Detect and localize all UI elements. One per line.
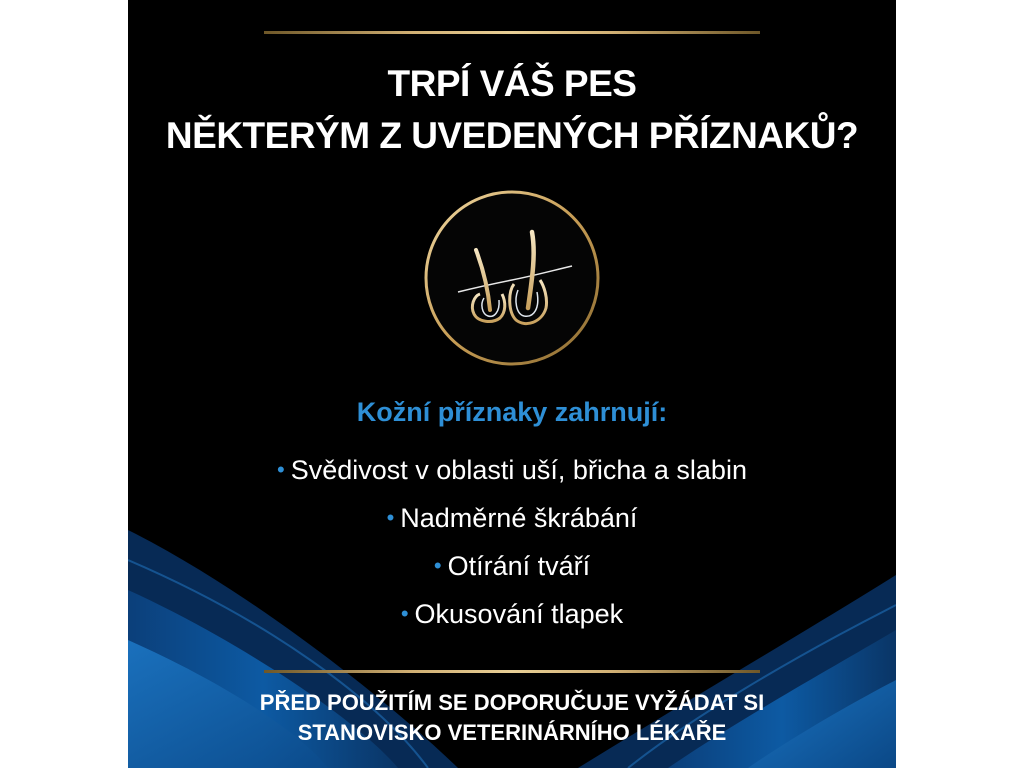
- bullet-icon: •: [386, 505, 395, 530]
- infographic-panel: [128, 0, 896, 768]
- symptoms-subtitle: Kožní příznaky zahrnují:: [356, 397, 668, 427]
- symptom-text: Okusování tlapek: [414, 599, 624, 629]
- list-item: [128, 542, 896, 590]
- list-item: [128, 590, 896, 638]
- bullet-icon: •: [277, 457, 285, 482]
- bullet-icon: •: [433, 553, 442, 578]
- symptom-text: Svědivost v oblasti uší, břicha a slabin: [290, 455, 747, 485]
- vet-advice-footer: [128, 688, 896, 748]
- symptom-text: Nadměrné škrábání: [400, 503, 638, 533]
- symptom-text: Otírání tváří: [447, 551, 591, 581]
- heading-line-2: NĚKTERÝM Z UVEDENÝCH PŘÍZNAKŮ?: [165, 115, 859, 156]
- skin-hair-follicle-icon: [422, 188, 602, 368]
- list-item: [128, 446, 896, 494]
- bullet-icon: •: [400, 601, 409, 626]
- list-item: [128, 494, 896, 542]
- footer-line-1: PŘED POUŽITÍM SE DOPORUČUJE VYŽÁDAT SI: [259, 690, 765, 715]
- heading-line-1: TRPÍ VÁŠ PES: [387, 63, 637, 104]
- top-divider: [264, 31, 760, 34]
- bottom-divider: [264, 670, 760, 673]
- footer-line-2: STANOVISKO VETERINÁRNÍHO LÉKAŘE: [297, 720, 727, 745]
- symptom-list: [128, 446, 896, 638]
